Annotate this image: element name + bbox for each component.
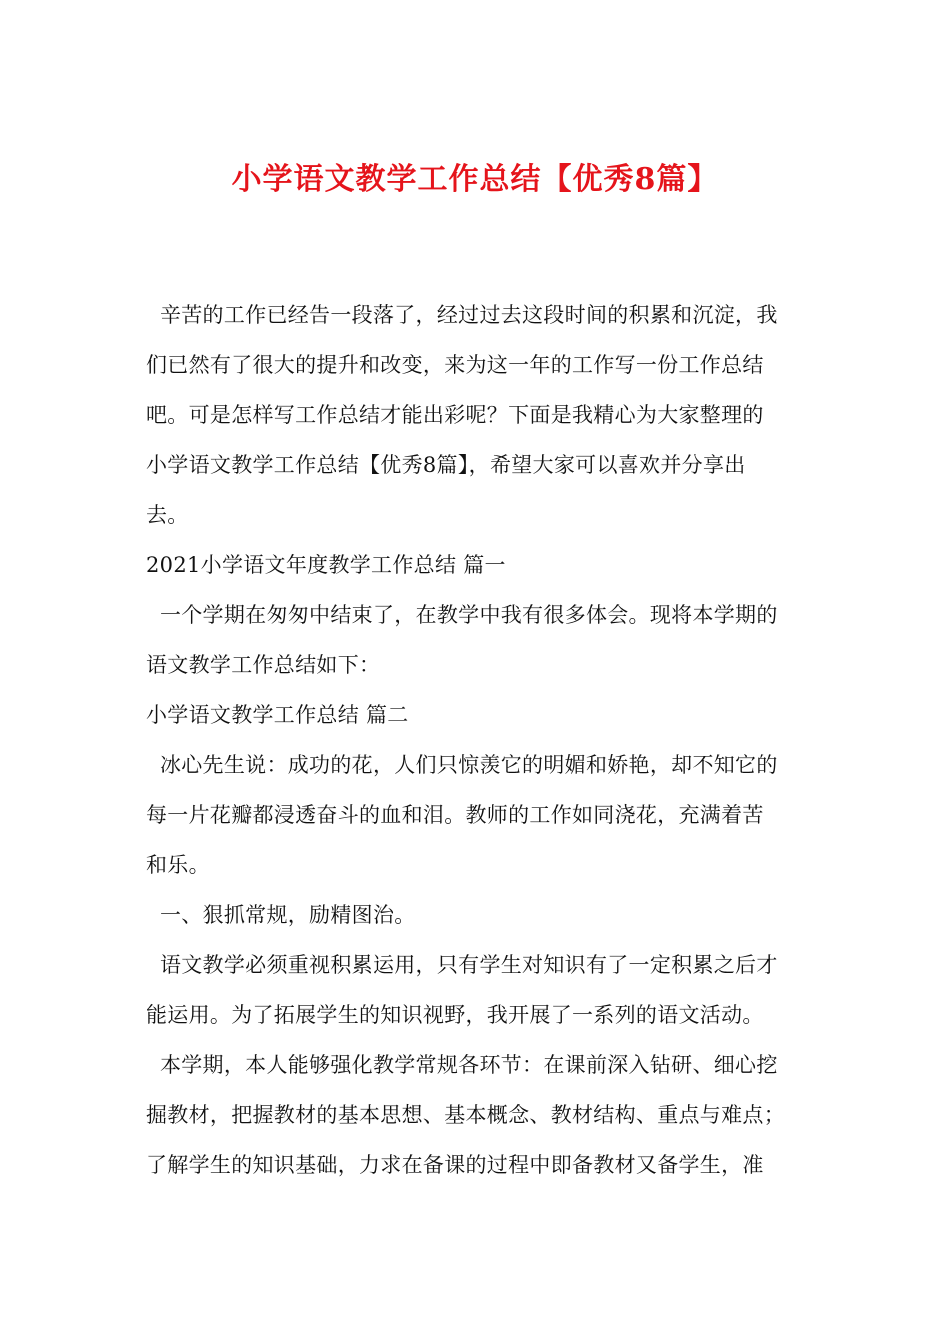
body-line: 语文教学必须重视积累运用，只有学生对知识有了一定积累之后才 [146, 953, 778, 977]
body-line: 语文教学工作总结如下： [146, 653, 381, 677]
body-line: 一个学期在匆匆中结束了，在教学中我有很多体会。现将本学期的 [146, 603, 778, 627]
body-line: 能运用。为了拓展学生的知识视野，我开展了一系列的语文活动。 [146, 1003, 764, 1027]
body-line: 每一片花瓣都浸透奋斗的血和泪。教师的工作如同浇花，充满着苦 [146, 803, 764, 827]
body-line: 吧。可是怎样写工作总结才能出彩呢？下面是我精心为大家整理的 [146, 403, 764, 427]
body-line: 去。 [146, 503, 189, 527]
body-line: 和乐。 [146, 853, 210, 877]
body-line: 掘教材，把握教材的基本思想、基本概念、教材结构、重点与难点； [146, 1103, 785, 1127]
document-body [146, 290, 806, 1190]
section-heading: 2021小学语文年度教学工作总结 篇一 [146, 553, 506, 577]
section-heading: 小学语文教学工作总结 篇二 [146, 703, 409, 727]
body-line: 们已然有了很大的提升和改变，来为这一年的工作写一份工作总结 [146, 353, 764, 377]
subsection-heading: 一、狠抓常规，励精图治。 [146, 903, 416, 927]
body-line: 冰心先生说：成功的花，人们只惊羡它的明媚和娇艳，却不知它的 [146, 753, 778, 777]
body-line: 辛苦的工作已经告一段落了，经过过去这段时间的积累和沉淀，我 [146, 303, 778, 327]
body-line: 小学语文教学工作总结【优秀8篇】，希望大家可以喜欢并分享出 [146, 453, 746, 477]
body-line: 了解学生的知识基础，力求在备课的过程中即备教材又备学生，准 [146, 1153, 764, 1177]
document-title: 小学语文教学工作总结【优秀8篇】 [231, 162, 719, 197]
body-line: 本学期，本人能够强化教学常规各环节：在课前深入钻研、细心挖 [146, 1053, 778, 1077]
